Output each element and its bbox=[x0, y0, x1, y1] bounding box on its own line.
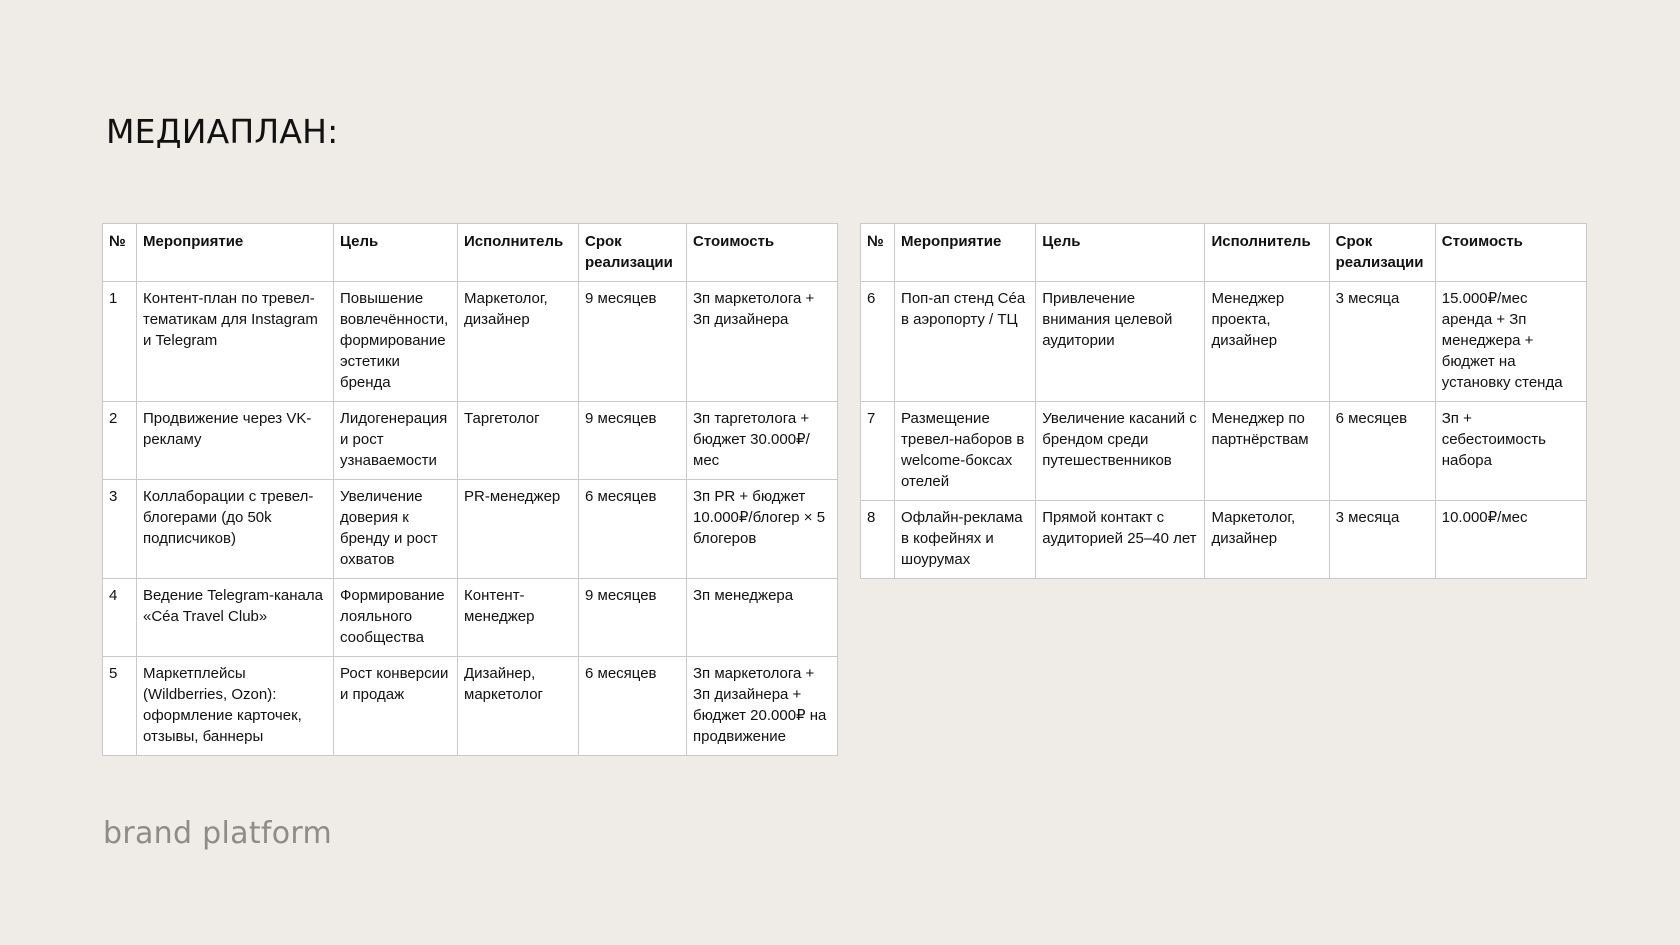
cell-term: 9 месяцев bbox=[579, 402, 687, 480]
cell-activity: Продвижение через VK- рекламу bbox=[137, 402, 334, 480]
header-goal: Цель bbox=[334, 224, 458, 282]
header-cost: Стоимость bbox=[1435, 224, 1586, 282]
cell-cost: Зп менеджера bbox=[687, 579, 838, 657]
header-number: № bbox=[103, 224, 137, 282]
cell-goal: Повышение вовлечённости, формирование эстетики бренда bbox=[334, 282, 458, 402]
table-row bbox=[861, 282, 1587, 402]
cell-executor: Контент- менеджер bbox=[458, 579, 579, 657]
cell-activity: Маркетплейсы (Wildberries, Ozon): оформление карточек, отзывы, баннеры bbox=[137, 657, 334, 756]
header-term: Срок реализации bbox=[579, 224, 687, 282]
cell-activity: Размещение тревел-наборов в welcome-боксах отелей bbox=[895, 402, 1036, 501]
brand-platform-footer: brand platform bbox=[103, 816, 333, 851]
cell-term: 3 месяца bbox=[1329, 501, 1435, 579]
page-title: МЕДИАПЛАН: bbox=[106, 112, 339, 151]
cell-term: 9 месяцев bbox=[579, 579, 687, 657]
cell-term: 6 месяцев bbox=[579, 480, 687, 579]
header-cost: Стоимость bbox=[687, 224, 838, 282]
cell-executor: Менеджер по партнёрствам bbox=[1205, 402, 1329, 501]
table-row bbox=[103, 282, 838, 402]
cell-number: 7 bbox=[861, 402, 895, 501]
cell-executor: Маркетолог, дизайнер bbox=[1205, 501, 1329, 579]
cell-goal: Увеличение касаний с брендом среди путешественников bbox=[1036, 402, 1205, 501]
header-executor: Исполнитель bbox=[458, 224, 579, 282]
cell-executor: PR-менеджер bbox=[458, 480, 579, 579]
cell-goal: Прямой контакт с аудиторией 25–40 лет bbox=[1036, 501, 1205, 579]
cell-cost: Зп таргетолога + бюджет 30.000₽/ мес bbox=[687, 402, 838, 480]
cell-term: 6 месяцев bbox=[1329, 402, 1435, 501]
cell-goal: Лидогенерация и рост узнаваемости bbox=[334, 402, 458, 480]
cell-cost: 10.000₽/мес bbox=[1435, 501, 1586, 579]
cell-number: 6 bbox=[861, 282, 895, 402]
cell-goal: Увеличение доверия к бренду и рост охватов bbox=[334, 480, 458, 579]
cell-number: 4 bbox=[103, 579, 137, 657]
header-activity: Мероприятие bbox=[895, 224, 1036, 282]
cell-cost: Зп PR + бюджет 10.000₽/блогер × 5 блогеров bbox=[687, 480, 838, 579]
cell-executor: Дизайнер, маркетолог bbox=[458, 657, 579, 756]
cell-activity: Коллаборации с тревел- блогерами (до 50k подписчиков) bbox=[137, 480, 334, 579]
media-plan-table-left bbox=[102, 223, 838, 756]
table-row bbox=[861, 402, 1587, 501]
cell-cost: 15.000₽/мес аренда + Зп менеджера + бюджет на установку стенда bbox=[1435, 282, 1586, 402]
cell-term: 6 месяцев bbox=[579, 657, 687, 756]
cell-cost: Зп маркетолога + Зп дизайнера bbox=[687, 282, 838, 402]
cell-number: 3 bbox=[103, 480, 137, 579]
table-header-row bbox=[861, 224, 1587, 282]
header-term: Срок реализации bbox=[1329, 224, 1435, 282]
cell-executor: Таргетолог bbox=[458, 402, 579, 480]
cell-number: 1 bbox=[103, 282, 137, 402]
cell-number: 8 bbox=[861, 501, 895, 579]
cell-activity: Поп-ап стенд Céa в аэропорту / ТЦ bbox=[895, 282, 1036, 402]
header-number: № bbox=[861, 224, 895, 282]
cell-cost: Зп маркетолога + Зп дизайнера + бюджет 20.000₽ на продвижение bbox=[687, 657, 838, 756]
cell-executor: Менеджер проекта, дизайнер bbox=[1205, 282, 1329, 402]
cell-number: 2 bbox=[103, 402, 137, 480]
media-plan-table-right bbox=[860, 223, 1587, 579]
cell-term: 3 месяца bbox=[1329, 282, 1435, 402]
cell-goal: Рост конверсии и продаж bbox=[334, 657, 458, 756]
cell-goal: Привлечение внимания целевой аудитории bbox=[1036, 282, 1205, 402]
cell-executor: Маркетолог, дизайнер bbox=[458, 282, 579, 402]
cell-activity: Контент-план по тревел- тематикам для Instagram и Telegram bbox=[137, 282, 334, 402]
table-row bbox=[103, 480, 838, 579]
header-goal: Цель bbox=[1036, 224, 1205, 282]
cell-cost: Зп + себестоимость набора bbox=[1435, 402, 1586, 501]
cell-goal: Формирование лояльного сообщества bbox=[334, 579, 458, 657]
cell-activity: Офлайн-реклама в кофейнях и шоурумах bbox=[895, 501, 1036, 579]
header-activity: Мероприятие bbox=[137, 224, 334, 282]
cell-activity: Ведение Telegram-канала «Céa Travel Club» bbox=[137, 579, 334, 657]
table-row bbox=[861, 501, 1587, 579]
cell-number: 5 bbox=[103, 657, 137, 756]
cell-term: 9 месяцев bbox=[579, 282, 687, 402]
table-row bbox=[103, 579, 838, 657]
header-executor: Исполнитель bbox=[1205, 224, 1329, 282]
table-row bbox=[103, 657, 838, 756]
table-header-row bbox=[103, 224, 838, 282]
table-row bbox=[103, 402, 838, 480]
